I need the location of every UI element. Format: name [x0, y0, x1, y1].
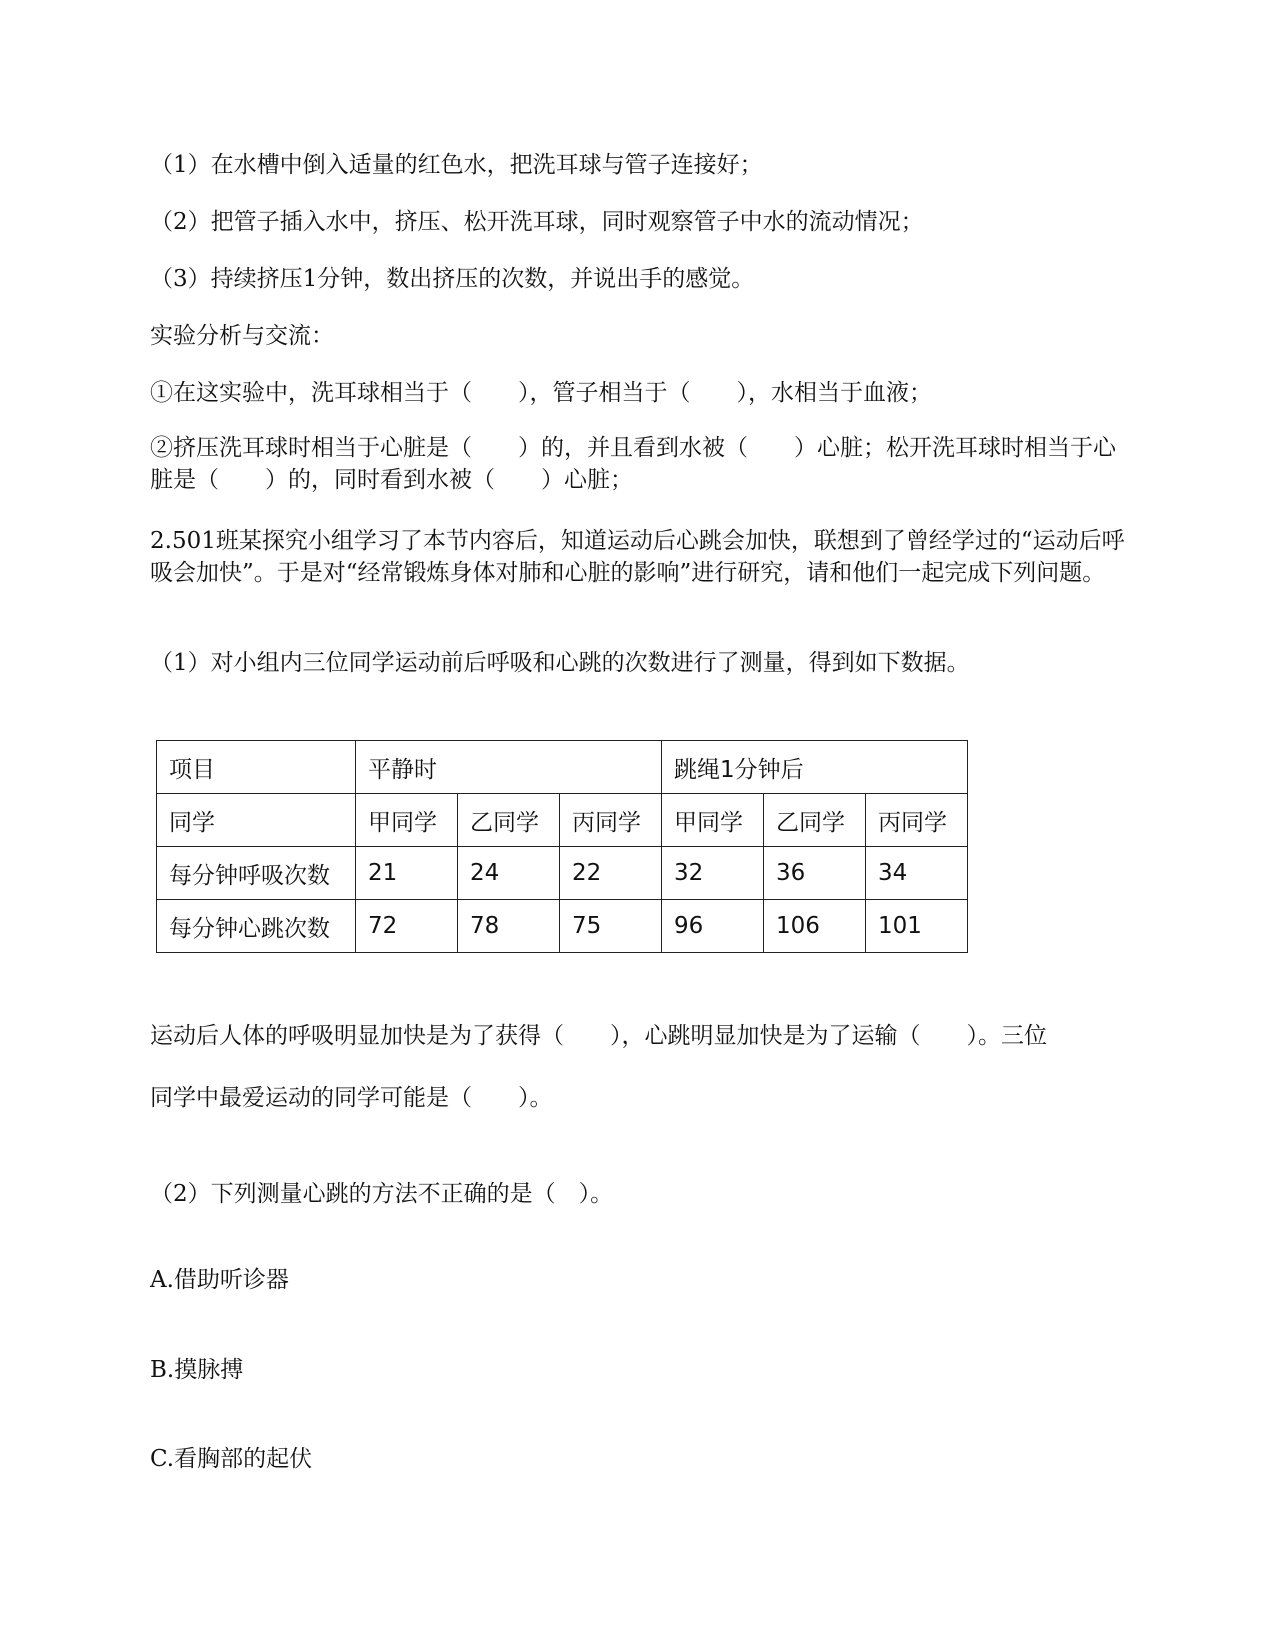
table-cell: 101	[866, 900, 968, 953]
question-1: ①在这实验中，洗耳球相当于（ ），管子相当于（ ），水相当于血液；	[150, 380, 932, 406]
table-row	[157, 794, 968, 847]
table-cell: 106	[764, 900, 866, 953]
table-cell: 甲同学	[356, 794, 458, 847]
step-2: （2）把管子插入水中，挤压、松开洗耳球，同时观察管子中水的流动情况；	[150, 209, 924, 235]
table-cell: 项目	[157, 741, 356, 794]
option-a: A.借助听诊器	[150, 1267, 289, 1293]
table-header-row	[157, 741, 968, 794]
table-cell: 乙同学	[764, 794, 866, 847]
table-cell: 22	[560, 847, 662, 900]
step-3: （3）持续挤压1分钟，数出挤压的次数，并说出手的感觉。	[150, 266, 755, 292]
question-2-intro: 2.501班某探究小组学习了本节内容后，知道运动后心跳会加快，联想到了曾经学过的“运动后呼吸会加快”。于是对“经常锻炼身体对肺和心脏的影响”进行研究，请和他们一起完成下列问题。	[150, 528, 1125, 586]
table-cell: 丙同学	[560, 794, 662, 847]
table-row	[157, 900, 968, 953]
table-cell: 甲同学	[662, 794, 764, 847]
table-row	[157, 847, 968, 900]
step-1: （1）在水槽中倒入适量的红色水，把洗耳球与管子连接好；	[150, 152, 763, 178]
table-cell: 72	[356, 900, 458, 953]
table-cell: 32	[662, 847, 764, 900]
table-cell: 跳绳1分钟后	[662, 741, 968, 794]
sub-question-2: （2）下列测量心跳的方法不正确的是（ ）。	[150, 1181, 614, 1207]
option-c: C.看胸部的起伏	[150, 1446, 313, 1472]
table-cell: 平静时	[356, 741, 662, 794]
table-cell: 每分钟心跳次数	[157, 900, 356, 953]
sub-question-1: （1）对小组内三位同学运动前后呼吸和心跳的次数进行了测量，得到如下数据。	[150, 650, 970, 676]
table-cell: 96	[662, 900, 764, 953]
analysis-heading: 实验分析与交流：	[150, 323, 334, 349]
table-cell: 78	[458, 900, 560, 953]
fill-in-line-2: 同学中最爱运动的同学可能是（ ）。	[150, 1085, 553, 1111]
table-cell: 21	[356, 847, 458, 900]
table-cell: 34	[866, 847, 968, 900]
table-cell: 75	[560, 900, 662, 953]
table-cell: 乙同学	[458, 794, 560, 847]
table-cell: 24	[458, 847, 560, 900]
table-cell: 36	[764, 847, 866, 900]
table-cell: 同学	[157, 794, 356, 847]
table-cell: 丙同学	[866, 794, 968, 847]
table-cell: 每分钟呼吸次数	[157, 847, 356, 900]
question-2: ②挤压洗耳球时相当于心脏是（ ）的，并且看到水被（ ）心脏；松开洗耳球时相当于心脏是（ ）的，同时看到水被（ ）心脏；	[150, 435, 1116, 493]
data-table	[156, 740, 968, 953]
option-b: B.摸脉搏	[150, 1357, 244, 1383]
fill-in-line-1: 运动后人体的呼吸明显加快是为了获得（ ），心跳明显加快是为了运输（ ）。三位	[150, 1023, 1047, 1049]
